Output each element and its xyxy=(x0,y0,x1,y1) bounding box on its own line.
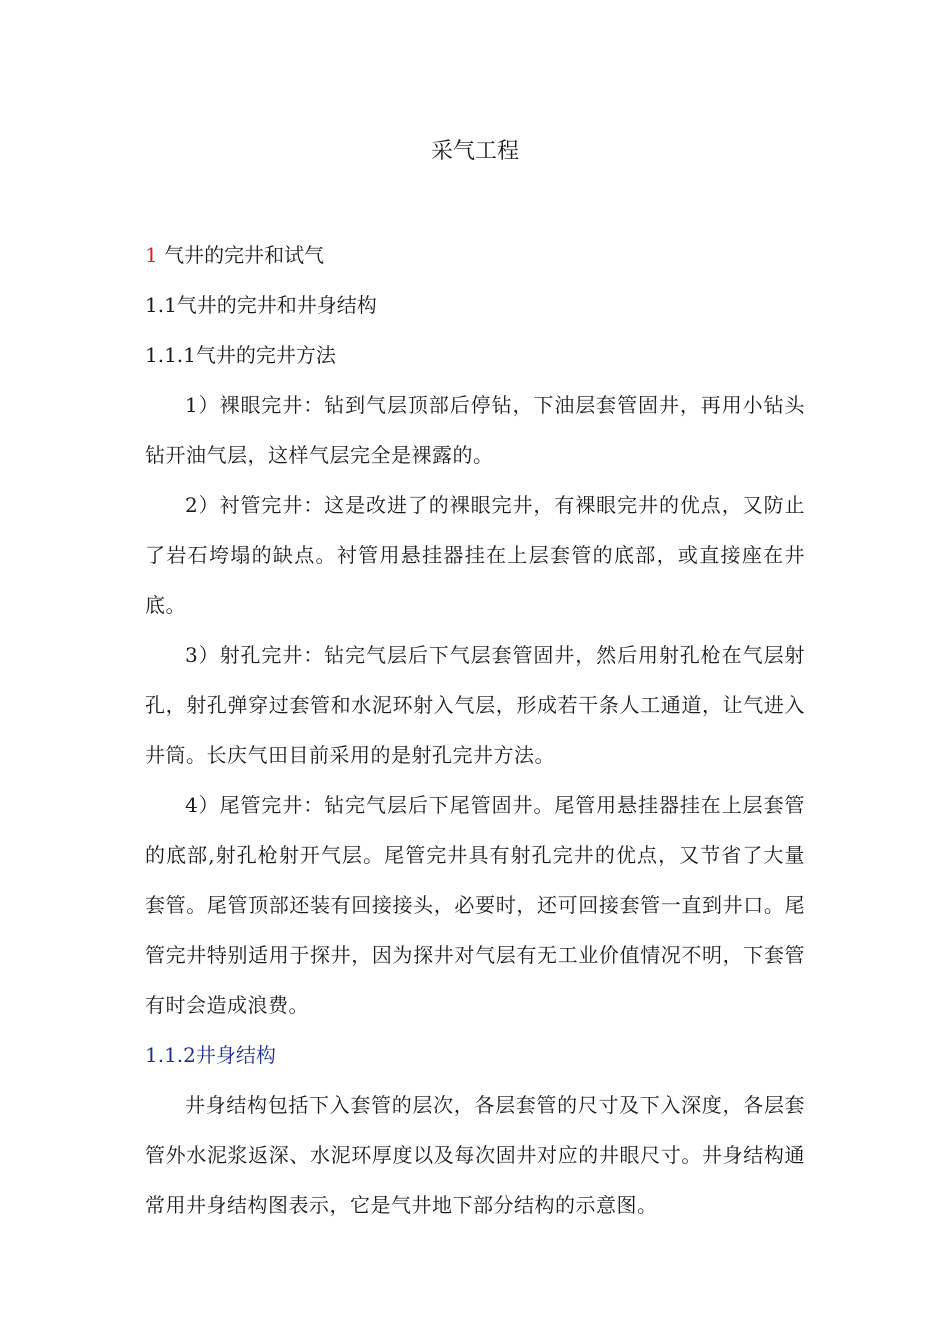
paragraph-liner-completion: 2）衬管完井：这是改进了的裸眼完井，有裸眼完井的优点，又防止了岩石垮塌的缺点。衬管用悬挂器挂在上层套管的底部，或直接座在井底。 xyxy=(145,493,805,617)
section-1-1-2-heading: 1.1.2井身结构 xyxy=(145,1043,276,1067)
section-1-title: 气井的完井和试气 xyxy=(157,243,325,267)
section-1-heading xyxy=(145,230,805,280)
paragraph-open-hole-completion: 1）裸眼完井：钻到气层顶部后停钻，下油层套管固井，再用小钻头钻开油气层，这样气层完全是裸露的。 xyxy=(145,393,805,467)
section-1-1-1-heading: 1.1.1气井的完井方法 xyxy=(145,343,336,367)
paragraph-tailpipe-completion: 4）尾管完井：钻完气层后下尾管固井。尾管用悬挂器挂在上层套管的底部,射孔枪射开气层。尾管完井具有射孔完井的优点，又节省了大量套管。尾管顶部还装有回接接头，必要时，还可回接套管一直到井口。尾管完井特别适用于探井，因为探井对气层有无工业价值情况不明，下套管有时会造成浪费。 xyxy=(145,793,805,1017)
section-1-number: 1 xyxy=(145,243,158,267)
section-1-1-heading: 1.1气井的完井和井身结构 xyxy=(145,293,377,317)
document-title: 采气工程 xyxy=(430,139,519,164)
paragraph-well-structure: 井身结构包括下入套管的层次，各层套管的尺寸及下入深度，各层套管外水泥浆返深、水泥环厚度以及每次固井对应的井眼尺寸。井身结构通常用井身结构图表示，它是气井地下部分结构的示意图。 xyxy=(145,1093,805,1217)
paragraph-perforated-completion: 3）射孔完井：钻完气层后下气层套管固井，然后用射孔枪在气层射孔，射孔弹穿过套管和水泥环射入气层，形成若干条人工通道，让气进入井筒。长庆气田目前采用的是射孔完井方法。 xyxy=(145,643,805,767)
document-body xyxy=(145,230,805,1230)
